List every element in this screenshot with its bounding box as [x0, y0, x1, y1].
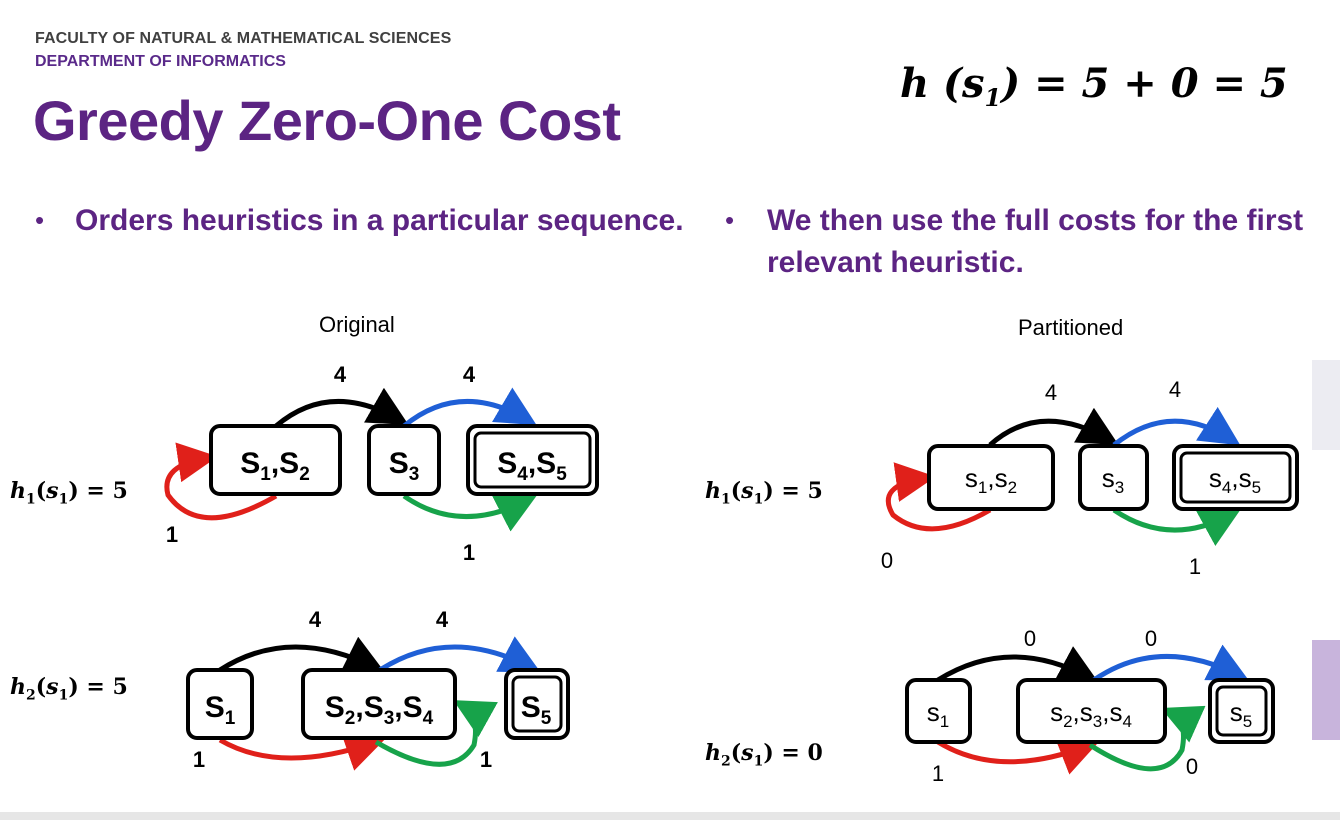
- formula-arg: s: [961, 60, 985, 107]
- edge-obot-blue: [380, 647, 532, 670]
- caption-partitioned: Partitioned: [1018, 315, 1124, 340]
- diagram-original-top: [166, 362, 597, 565]
- node-ptop-2-label: $s_3$: [1101, 463, 1125, 497]
- node-otop-2-label: $S_3$: [388, 447, 420, 485]
- formula-rhs: = 5 + 0 = 5: [1034, 60, 1288, 107]
- edge-ptop-blue: [1114, 421, 1232, 445]
- slide-decoration-bottom: [1312, 640, 1340, 740]
- edge-obot-red: [220, 740, 376, 758]
- diagram-original-bottom: [188, 607, 568, 772]
- edge-ptop-black-label: 4: [1044, 380, 1058, 405]
- formula-open-paren: (: [943, 60, 962, 107]
- edge-pbot-blue-label: 0: [1144, 626, 1158, 651]
- diagram-partitioned-top: [881, 377, 1297, 579]
- edge-pbot-blue: [1094, 656, 1240, 680]
- edge-obot-black-label: 4: [308, 607, 322, 632]
- slide-bottom-bar: [0, 812, 1340, 820]
- edge-pbot-green-label: 0: [1185, 754, 1199, 779]
- node-obot-3-label: $S_5$: [520, 691, 552, 729]
- label-orig-h1: $h_1(s_1) = 5$: [10, 478, 128, 508]
- diagram-partitioned-bottom: [907, 626, 1273, 786]
- edge-otop-green: [404, 496, 528, 517]
- edge-obot-green-label: 1: [479, 747, 493, 772]
- faculty-name: FACULTY OF NATURAL & MATHEMATICAL SCIENCES: [35, 30, 452, 47]
- node-ptop-3-label: $s_4,s_5$: [1208, 463, 1262, 497]
- department-name: DEPARTMENT OF INFORMATICS: [35, 53, 286, 70]
- bullet-text-2-line1: We then use the full costs for the first: [767, 204, 1304, 237]
- edge-ptop-black: [990, 421, 1110, 445]
- formula-close-paren: ): [1001, 60, 1021, 107]
- formula-arg-sub: 1: [984, 83, 1002, 112]
- node-obot-1-label: $S_1$: [204, 691, 236, 729]
- bullet-dot-2: •: [725, 205, 735, 235]
- edge-ptop-green: [1114, 510, 1232, 530]
- edge-otop-red-label: 1: [165, 522, 179, 547]
- node-obot-2-label: $S_2,S_3,S_4$: [324, 691, 434, 729]
- edge-otop-black-label: 4: [333, 362, 347, 387]
- edge-otop-blue-label: 4: [462, 362, 476, 387]
- edge-ptop-red-label: 0: [880, 548, 894, 573]
- edge-obot-red-label: 1: [192, 747, 206, 772]
- node-pbot-3-label: $s_5$: [1229, 697, 1253, 731]
- edge-obot-black: [220, 647, 376, 670]
- edge-ptop-blue-label: 4: [1168, 377, 1182, 402]
- edge-obot-blue-label: 4: [435, 607, 449, 632]
- bullet-text-2-line2: relevant heuristic.: [767, 246, 1024, 279]
- bullet-text-1: Orders heuristics in a particular sequence.: [75, 204, 684, 237]
- label-part-h2: $h_2(s_1) = 0$: [705, 740, 823, 770]
- node-otop-3-label: $S_4,S_5$: [497, 447, 567, 485]
- node-ptop-1-label: $s_1,s_2$: [964, 463, 1018, 497]
- edge-pbot-black-label: 0: [1023, 626, 1037, 651]
- edge-pbot-red-label: 1: [931, 761, 945, 786]
- slide-title: Greedy Zero-One Cost: [33, 89, 621, 152]
- edge-ptop-green-label: 1: [1188, 554, 1202, 579]
- edge-otop-green-label: 1: [462, 540, 476, 565]
- caption-original: Original: [319, 312, 395, 337]
- node-otop-1-label: $S_1,S_2$: [240, 447, 310, 485]
- edge-otop-black: [276, 401, 400, 426]
- label-part-h1: $h_1(s_1) = 5$: [705, 478, 823, 508]
- formula-function: h: [900, 60, 930, 107]
- edge-otop-blue: [404, 401, 528, 426]
- slide-decoration-top: [1312, 360, 1340, 450]
- node-pbot-2-label: $s_2,s_3,s_4$: [1050, 697, 1132, 731]
- edge-pbot-black: [938, 657, 1090, 680]
- bullet-dot-1: •: [35, 205, 45, 235]
- node-pbot-1-label: $s_1$: [926, 697, 950, 731]
- label-orig-h2: $h_2(s_1) = 5$: [10, 674, 128, 704]
- edge-pbot-red: [938, 742, 1090, 762]
